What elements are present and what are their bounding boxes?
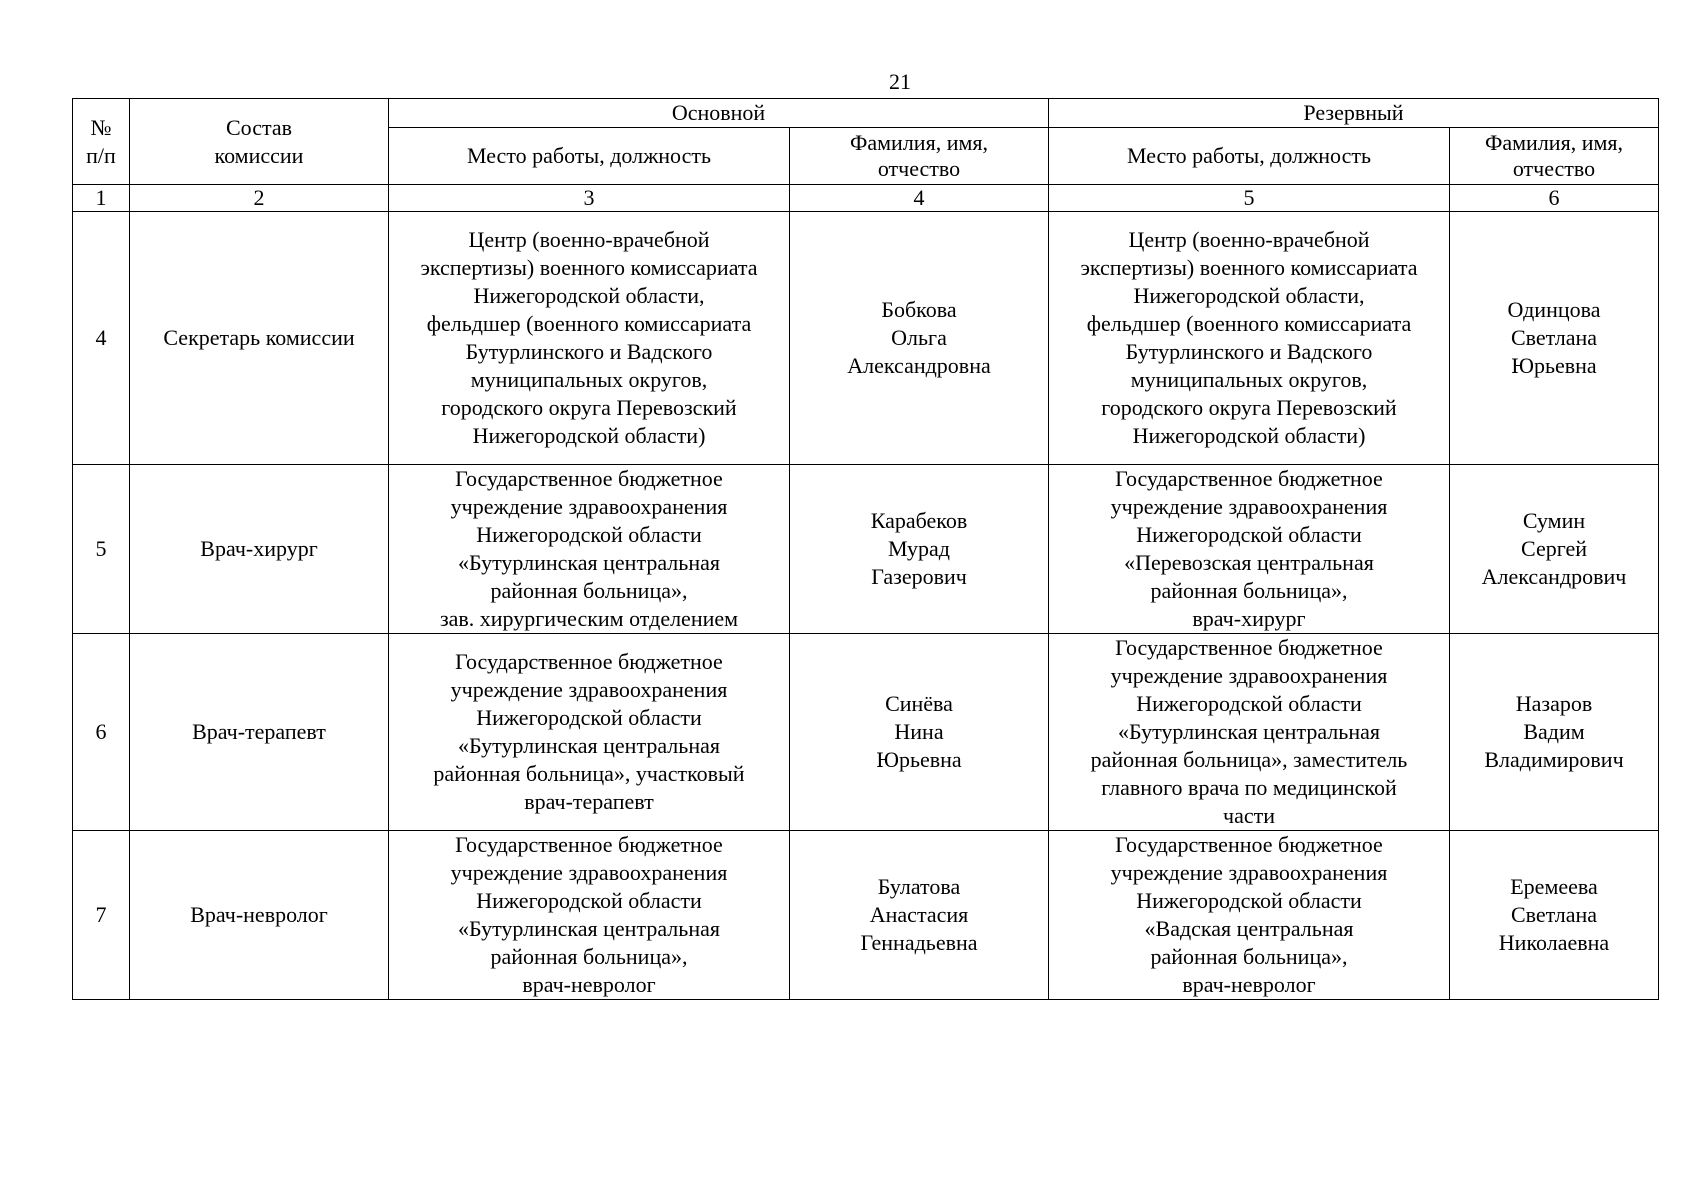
reserve-workplace: Государственное бюджетное учреждение здравоохранения Нижегородской области «Бутурлинская центральная районная больница», заместитель главного врача по медицинской части [1049, 634, 1450, 831]
header-group-reserve: Резервный [1049, 99, 1659, 128]
header-main-fullname: Фамилия, имя, отчество [790, 128, 1049, 185]
row-role: Врач-терапевт [130, 634, 389, 831]
row-number: 6 [73, 634, 130, 831]
column-number: 6 [1450, 185, 1659, 212]
main-workplace: Государственное бюджетное учреждение здравоохранения Нижегородской области «Бутурлинская центральная районная больница», участковый врач-терапевт [389, 634, 790, 831]
row-role: Врач-невролог [130, 831, 389, 1000]
commission-table [72, 98, 1659, 1000]
table-row [73, 831, 1659, 1000]
main-workplace: Центр (военно-врачебной экспертизы) военного комиссариата Нижегородской области, фельдшер (военного комиссариата Бутурлинского и Вадского муниципальных округов, городского округа Перевозский Нижегородской области) [389, 212, 790, 465]
header-number: № п/п [73, 99, 130, 185]
header-main-workplace: Место работы, должность [389, 128, 790, 185]
column-number: 4 [790, 185, 1049, 212]
main-fullname: Булатова Анастасия Геннадьевна [790, 831, 1049, 1000]
header-reserve-fullname: Фамилия, имя, отчество [1450, 128, 1659, 185]
column-number-row [73, 185, 1659, 212]
reserve-fullname: Еремеева Светлана Николаевна [1450, 831, 1659, 1000]
reserve-workplace: Центр (военно-врачебной экспертизы) военного комиссариата Нижегородской области, фельдшер (военного комиссариата Бутурлинского и Вадского муниципальных округов, городского округа Перевозский Нижегородской области) [1049, 212, 1450, 465]
header-reserve-workplace: Место работы, должность [1049, 128, 1450, 185]
row-number: 4 [73, 212, 130, 465]
row-role: Секретарь комиссии [130, 212, 389, 465]
header-composition: Состав комиссии [130, 99, 389, 185]
table-row [73, 465, 1659, 634]
table-row [73, 634, 1659, 831]
column-number: 1 [73, 185, 130, 212]
page-number: 21 [889, 69, 911, 94]
row-number: 5 [73, 465, 130, 634]
header-group-main: Основной [389, 99, 1049, 128]
main-workplace: Государственное бюджетное учреждение здравоохранения Нижегородской области «Бутурлинская центральная районная больница», зав. хирургическим отделением [389, 465, 790, 634]
header-row-groups [73, 99, 1659, 128]
table-row [73, 212, 1659, 465]
column-number: 3 [389, 185, 790, 212]
main-fullname: Синёва Нина Юрьевна [790, 634, 1049, 831]
reserve-workplace: Государственное бюджетное учреждение здравоохранения Нижегородской области «Вадская центральная районная больница», врач-невролог [1049, 831, 1450, 1000]
main-fullname: Карабеков Мурад Газерович [790, 465, 1049, 634]
main-fullname: Бобкова Ольга Александровна [790, 212, 1049, 465]
column-number: 2 [130, 185, 389, 212]
row-role: Врач-хирург [130, 465, 389, 634]
main-workplace: Государственное бюджетное учреждение здравоохранения Нижегородской области «Бутурлинская центральная районная больница», врач-невролог [389, 831, 790, 1000]
row-number: 7 [73, 831, 130, 1000]
reserve-fullname: Одинцова Светлана Юрьевна [1450, 212, 1659, 465]
reserve-workplace: Государственное бюджетное учреждение здравоохранения Нижегородской области «Перевозская центральная районная больница», врач-хирург [1049, 465, 1450, 634]
column-number: 5 [1049, 185, 1450, 212]
reserve-fullname: Сумин Сергей Александрович [1450, 465, 1659, 634]
reserve-fullname: Назаров Вадим Владимирович [1450, 634, 1659, 831]
